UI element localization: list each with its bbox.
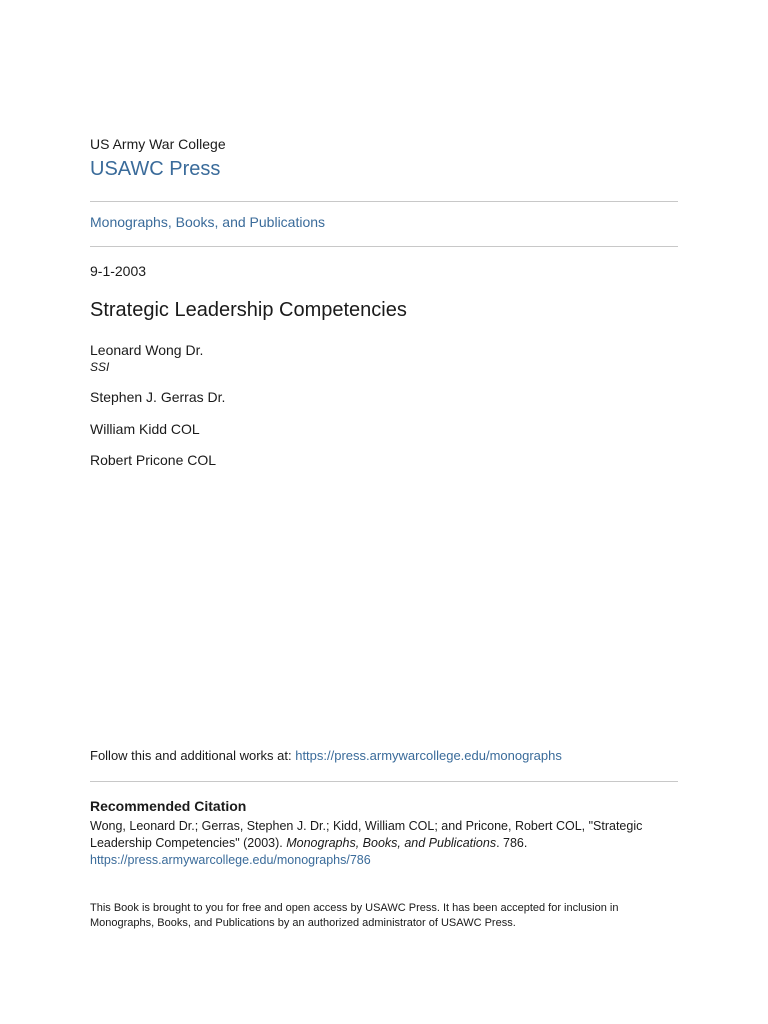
divider <box>90 781 678 782</box>
author-name: Leonard Wong Dr. <box>90 342 204 358</box>
citation-number: . 786. <box>496 836 528 850</box>
divider <box>90 201 678 202</box>
footer-notice: This Book is brought to you for free and open access by USAWC Press. It has been accepted for inclusion in Monographs, Books, and Publications by an authorized administrator of USAWC Press. <box>90 902 619 929</box>
follow-line <box>90 748 562 763</box>
publication-date: 9-1-2003 <box>90 263 147 279</box>
author-name: William Kidd COL <box>90 421 200 437</box>
author-affiliation: SSI <box>90 360 110 374</box>
series-link[interactable]: Monographs, Books, and Publications <box>90 214 326 230</box>
divider <box>90 246 678 247</box>
author-name: Stephen J. Gerras Dr. <box>90 389 226 405</box>
author-name: Robert Pricone COL <box>90 452 217 468</box>
press-link[interactable]: USAWC Press <box>90 158 221 180</box>
institution-name: US Army War College <box>90 136 226 152</box>
citation-text: Wong, Leonard Dr.; Gerras, Stephen J. Dr.; Kidd, William COL; and Pricone, Robert COL, "Strategic Leadership Competencies" (2003). <box>90 819 643 850</box>
document-title: Strategic Leadership Competencies <box>90 299 407 321</box>
follow-label: Follow this and additional works at: <box>90 748 296 763</box>
citation-series: Monographs, Books, and Publications <box>286 836 497 850</box>
citation-heading: Recommended Citation <box>90 798 247 814</box>
citation-link[interactable]: https://press.armywarcollege.edu/monographs/786 <box>90 853 371 867</box>
citation-body <box>90 818 680 869</box>
follow-link[interactable]: https://press.armywarcollege.edu/monographs <box>295 748 562 763</box>
